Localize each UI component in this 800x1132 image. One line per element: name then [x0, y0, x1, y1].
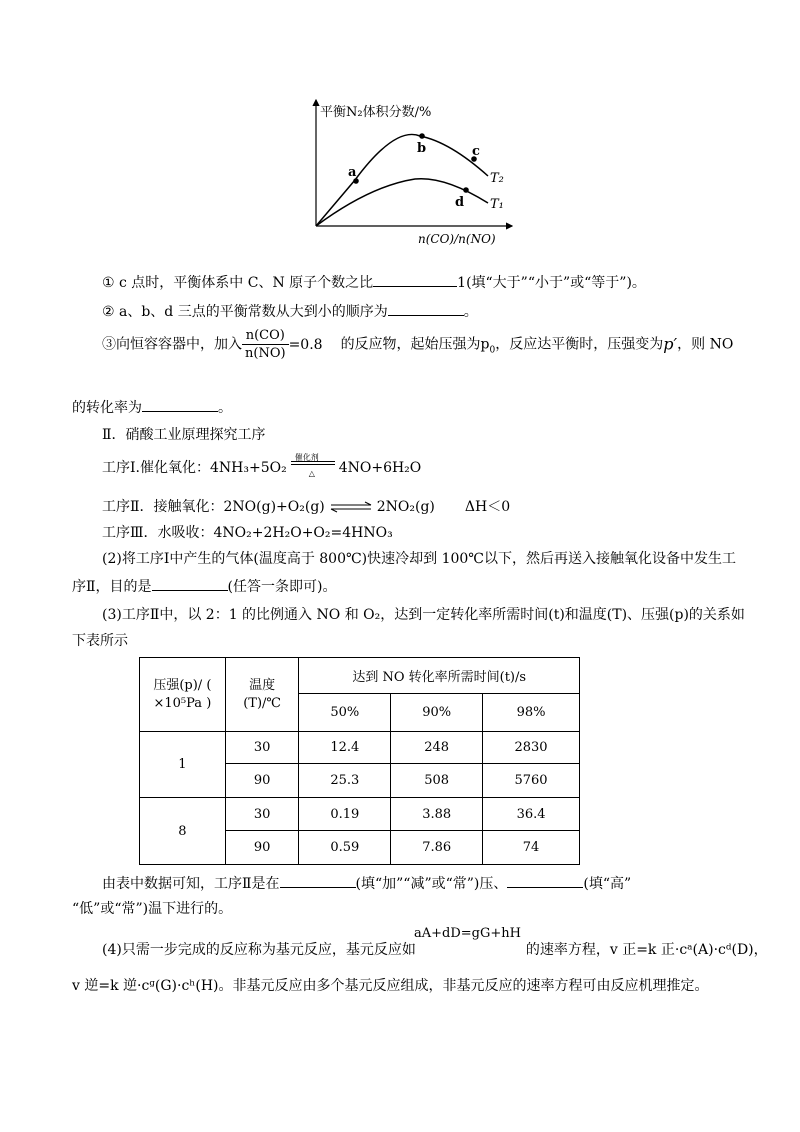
row-v3: 36.4	[483, 798, 580, 831]
header-50: 50%	[299, 694, 391, 732]
q3-mid: 的反应物，起始压强为p	[340, 336, 490, 353]
q3-part-line1: (3)工序Ⅱ中，以 2：1 的比例通入 NO 和 O₂，达到一定转化率所需时间(t)和温度(T)、压强(p)的关系如	[102, 607, 745, 623]
q1-blank	[373, 272, 457, 287]
step1-label: 工序Ⅰ.催化氧化：	[102, 460, 210, 476]
q2-suffix: 。	[463, 304, 478, 320]
row-temp: 30	[225, 732, 299, 764]
header-98: 98%	[483, 694, 580, 732]
step3-label: 工序Ⅲ．水吸收：	[102, 525, 214, 541]
q4-line2: v 逆=k 逆·cᵍ(G)·cʰ(H)。非基元反应由多个基元反应组成，非基元反应的速率方程可由反应机理推定。	[72, 978, 709, 994]
n2-fraction-chart	[300, 96, 520, 246]
q2-text: ② a、b、d 三点的平衡常数从大到小的顺序为	[102, 304, 388, 320]
row-v3: 2830	[483, 732, 580, 764]
step2-lhs: 2NO(g)+O₂(g)	[223, 499, 325, 515]
q3b-part-mid: (填“加”“减”或“常”)压、	[355, 876, 508, 892]
q2-part-line1: (2)将工序Ⅰ中产生的气体(温度高于 800℃)快速冷却到 100℃以下，然后再送入接触氧化设备中发生工	[102, 551, 736, 567]
q2-blank	[388, 301, 464, 316]
row-pressure-1: 1	[140, 732, 226, 798]
step2-dh: ΔH＜0	[464, 499, 511, 515]
row-v2: 248	[391, 732, 483, 764]
step1-arrow	[291, 453, 335, 478]
row-v1: 12.4	[299, 732, 391, 764]
q3b-part-line2: “低”或“常”)温下进行的。	[72, 901, 233, 917]
q1-prefix: ① c 点时，平衡体系中 C、N 原子个数之比	[102, 275, 374, 291]
q3-part-line2: 下表所示	[72, 633, 128, 649]
q3-fraction	[242, 327, 289, 362]
row-v2: 3.88	[391, 798, 483, 831]
step1-cond: △	[308, 469, 315, 478]
conversion-time-table	[139, 657, 580, 865]
section2-title: Ⅱ．硝酸工业原理探究工序	[102, 427, 266, 443]
q3-mid2: ，反应达平衡时，压强变为	[495, 336, 664, 353]
step2-rhs: 2NO₂(g)	[376, 499, 435, 515]
step2-line	[102, 497, 510, 517]
step1-rhs: 4NO+6H₂O	[338, 460, 422, 476]
q3-fraction-num: n(CO)	[242, 327, 289, 345]
q2-part-prefix: 序Ⅱ，目的是	[72, 579, 152, 595]
q1-suffix: 1(填“大于”“小于”或“等于”)。	[457, 275, 646, 291]
header-time: 达到 NO 转化率所需时间(t)/s	[299, 658, 580, 694]
header-pressure	[140, 658, 226, 732]
q3-mid-sub: 0	[489, 345, 496, 356]
row-v2: 508	[391, 764, 483, 798]
q3b-blank	[142, 397, 218, 412]
q3b-part-suffix: (填“高”	[583, 876, 632, 892]
chart-xlabel: n(CO)/n(NO)	[418, 232, 496, 246]
q1-line	[102, 272, 646, 293]
q3-p: p′	[663, 334, 678, 354]
q2-part-blank	[152, 576, 228, 591]
q3b-suffix: 。	[218, 400, 232, 416]
row-pressure-8: 8	[140, 798, 226, 865]
label-d: d	[455, 195, 465, 210]
chart-ylabel: 平衡N₂体积分数/%	[320, 105, 432, 120]
label-a: a	[348, 165, 357, 180]
q4-suffix: 的速率方程，v 正=k 正·cᵃ(A)·cᵈ(D)，	[525, 942, 768, 958]
step3-eq: 4NO₂+2H₂O+O₂=4HNO₃	[213, 525, 393, 541]
table-row	[140, 732, 580, 764]
q4-formula: aA+dD=gG+hH	[414, 926, 521, 941]
label-c: c	[472, 144, 480, 159]
q4-prefix: (4)只需一步完成的反应称为基元反应，基元反应如	[102, 942, 416, 958]
row-temp: 90	[225, 831, 299, 865]
row-temp: 90	[225, 764, 299, 798]
q3b-part-prefix: 由表中数据可知，工序Ⅱ是在	[102, 876, 280, 892]
q4-line1	[102, 940, 768, 960]
row-v2: 7.86	[391, 831, 483, 865]
point-d	[463, 187, 469, 193]
q3b-prefix: 的转化率为	[72, 400, 142, 416]
row-v1: 0.19	[299, 798, 391, 831]
row-v1: 0.59	[299, 831, 391, 865]
q2-part-suffix: (任答一条即可)。	[227, 579, 337, 595]
q3-prefix: ③向恒容容器中，加入	[102, 336, 242, 353]
step3-line	[102, 523, 393, 543]
curve-t2	[316, 134, 488, 226]
q2-part-line2	[72, 576, 336, 597]
step1-cat: 催化剂	[294, 453, 319, 462]
row-v1: 25.3	[299, 764, 391, 798]
equilibrium-arrow-icon	[329, 501, 373, 513]
label-t2: T₂	[490, 171, 504, 186]
q2-line	[102, 301, 478, 322]
point-b	[419, 133, 425, 139]
q3b-part-blank1	[280, 873, 356, 888]
row-temp: 30	[225, 798, 299, 831]
q3-suffix: ，则 NO	[677, 336, 734, 353]
q3-line	[102, 327, 733, 367]
q3b-part-blank2	[507, 873, 583, 888]
header-temp-1: 温度	[249, 677, 276, 693]
q3b-line	[72, 397, 232, 418]
label-t1: T₁	[490, 197, 504, 212]
table-row	[140, 798, 580, 831]
row-v3: 5760	[483, 764, 580, 798]
step1-line	[102, 453, 422, 478]
header-pressure-1: 压强(p)/ (	[153, 677, 212, 693]
step1-lhs: 4NH₃+5O₂	[209, 460, 287, 476]
header-temp	[225, 658, 299, 732]
q3-eq: =0.8	[288, 336, 323, 353]
header-pressure-2: ×10⁵Pa )	[153, 695, 212, 711]
header-90: 90%	[391, 694, 483, 732]
row-v3: 74	[483, 831, 580, 865]
q3b-part-line1	[102, 873, 631, 894]
q3-fraction-den: n(NO)	[245, 346, 286, 361]
label-b: b	[417, 141, 427, 156]
header-temp-2: (T)/℃	[243, 695, 281, 711]
step2-label: 工序Ⅱ．接触氧化：	[102, 499, 224, 515]
